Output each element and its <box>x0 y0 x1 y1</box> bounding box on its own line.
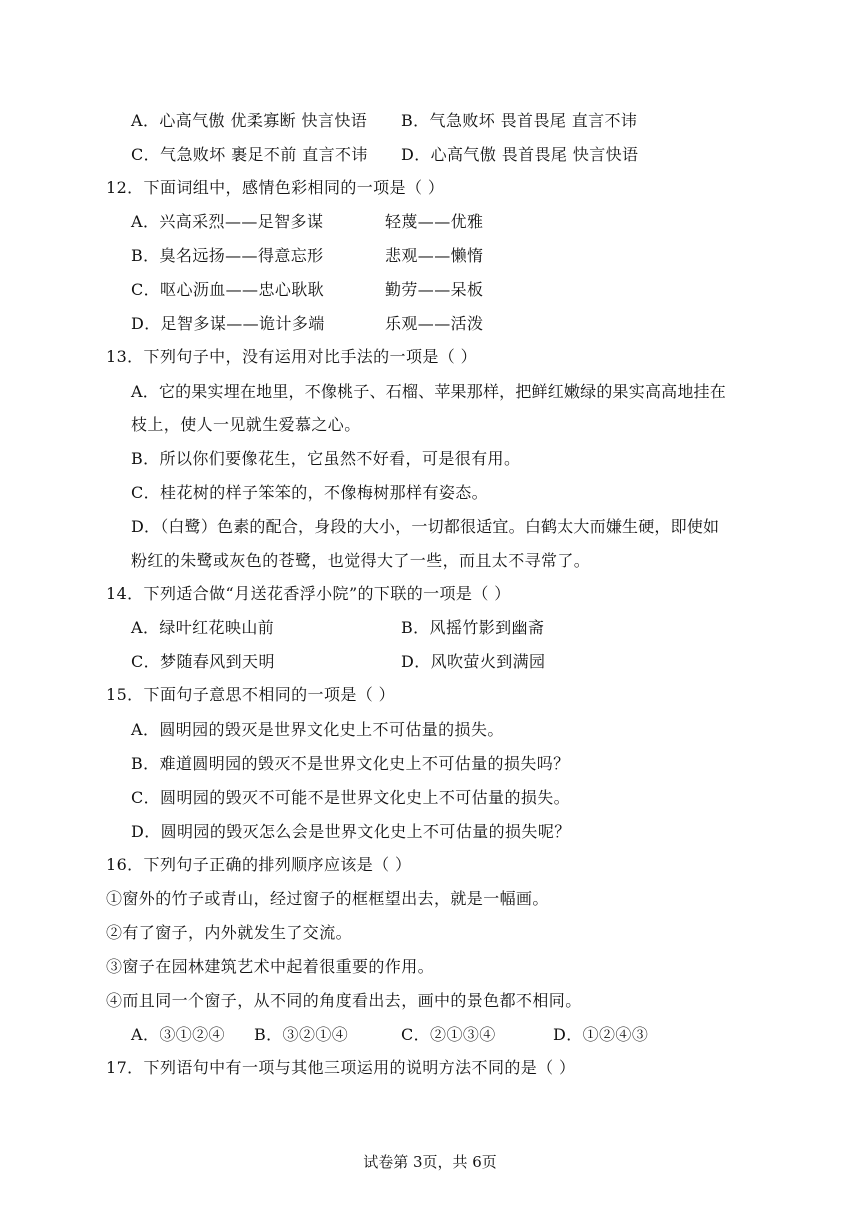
q16-sentence-4: ④而且同一个窗子，从不同的角度看出去，画中的景色都不相同。 <box>106 991 582 1010</box>
q16-sentence-3: ③窗子在园林建筑艺术中起着很重要的作用。 <box>106 957 435 976</box>
q16-option-c: C．②①③④ <box>401 1025 496 1044</box>
q15-option-b: B．难道圆明园的毁灭不是世界文化史上不可估量的损失吗？ <box>131 754 570 773</box>
q13-option-d-line1: D．（白鹭）色素的配合，身段的大小，一切都很适宜。白鹤太大而嫌生硬，即使如 <box>131 517 720 536</box>
q12-stem: 12．下面词组中，感情色彩相同的一项是（ ） <box>106 178 445 197</box>
q13-option-a-line2: 枝上，使人一见就生爱慕之心。 <box>131 415 361 434</box>
q11-option-d: D．心高气傲 畏首畏尾 快言快语 <box>401 145 639 164</box>
q11-option-b: B．气急败坏 畏首畏尾 直言不讳 <box>401 111 638 130</box>
q15-option-d: D．圆明园的毁灭怎么会是世界文化史上不可估量的损失呢？ <box>131 822 571 841</box>
q13-option-d-line2: 粉红的朱鹭或灰色的苍鹭，也觉得大了一些，而且太不寻常了。 <box>131 551 591 570</box>
q12-option-d-word: 乐观——活泼 <box>385 314 484 333</box>
q16-sentence-2: ②有了窗子，内外就发生了交流。 <box>106 923 353 942</box>
q12-option-b-pair: B．臭名远扬——得意忘形 <box>131 246 324 265</box>
q13-option-a-line1: A．它的果实埋在地里，不像桃子、石榴、苹果那样，把鲜红嫩绿的果实高高地挂在 <box>131 382 726 401</box>
q12-option-c-word: 勤劳——呆板 <box>385 280 484 299</box>
q14-option-c: C．梦随春风到天明 <box>131 652 275 671</box>
q15-option-c: C．圆明园的毁灭不可能不是世界文化史上不可估量的损失。 <box>131 788 571 807</box>
q12-option-c-pair: C．呕心沥血——忠心耿耿 <box>131 280 325 299</box>
q12-option-a-pair: A．兴高采烈——足智多谋 <box>131 212 324 231</box>
q11-option-a: A．心高气傲 优柔寡断 快言快语 <box>131 111 368 130</box>
q16-option-d: D．①②④③ <box>553 1025 649 1044</box>
q17-stem: 17．下列语句中有一项与其他三项运用的说明方法不同的是（ ） <box>106 1058 576 1077</box>
q16-stem: 16．下列句子正确的排列顺序应该是（ ） <box>106 855 412 874</box>
q14-option-d: D．风吹萤火到满园 <box>401 652 546 671</box>
q14-option-a: A．绿叶红花映山前 <box>131 618 275 637</box>
q13-stem: 13．下列句子中，没有运用对比手法的一项是（ ） <box>106 347 478 366</box>
q13-option-c: C．桂花树的样子笨笨的，不像梅树那样有姿态。 <box>131 483 489 502</box>
q15-stem: 15．下面句子意思不相同的一项是（ ） <box>106 685 396 704</box>
q12-option-d-pair: D．足智多谋——诡计多端 <box>131 314 325 333</box>
q11-option-c: C．气急败坏 裹足不前 直言不讳 <box>131 145 368 164</box>
q15-option-a: A．圆明园的毁灭是世界文化史上不可估量的损失。 <box>131 720 504 739</box>
q12-option-b-word: 悲观——懒惰 <box>385 246 484 265</box>
q16-option-a: A．③①②④ <box>131 1025 225 1044</box>
q12-option-a-word: 轻蔑——优雅 <box>385 212 484 231</box>
page-footer: 试卷第 3页，共 6页 <box>363 1153 497 1171</box>
q13-option-b: B．所以你们要像花生，它虽然不好看，可是很有用。 <box>131 449 521 468</box>
q16-sentence-1: ①窗外的竹子或青山，经过窗子的框框望出去，就是一幅画。 <box>106 889 549 908</box>
q16-option-b: B．③②①④ <box>254 1025 349 1044</box>
q14-option-b: B．风摇竹影到幽斋 <box>401 618 545 637</box>
q14-stem: 14．下列适合做“月送花香浮小院”的下联的一项是（ ） <box>106 584 511 603</box>
